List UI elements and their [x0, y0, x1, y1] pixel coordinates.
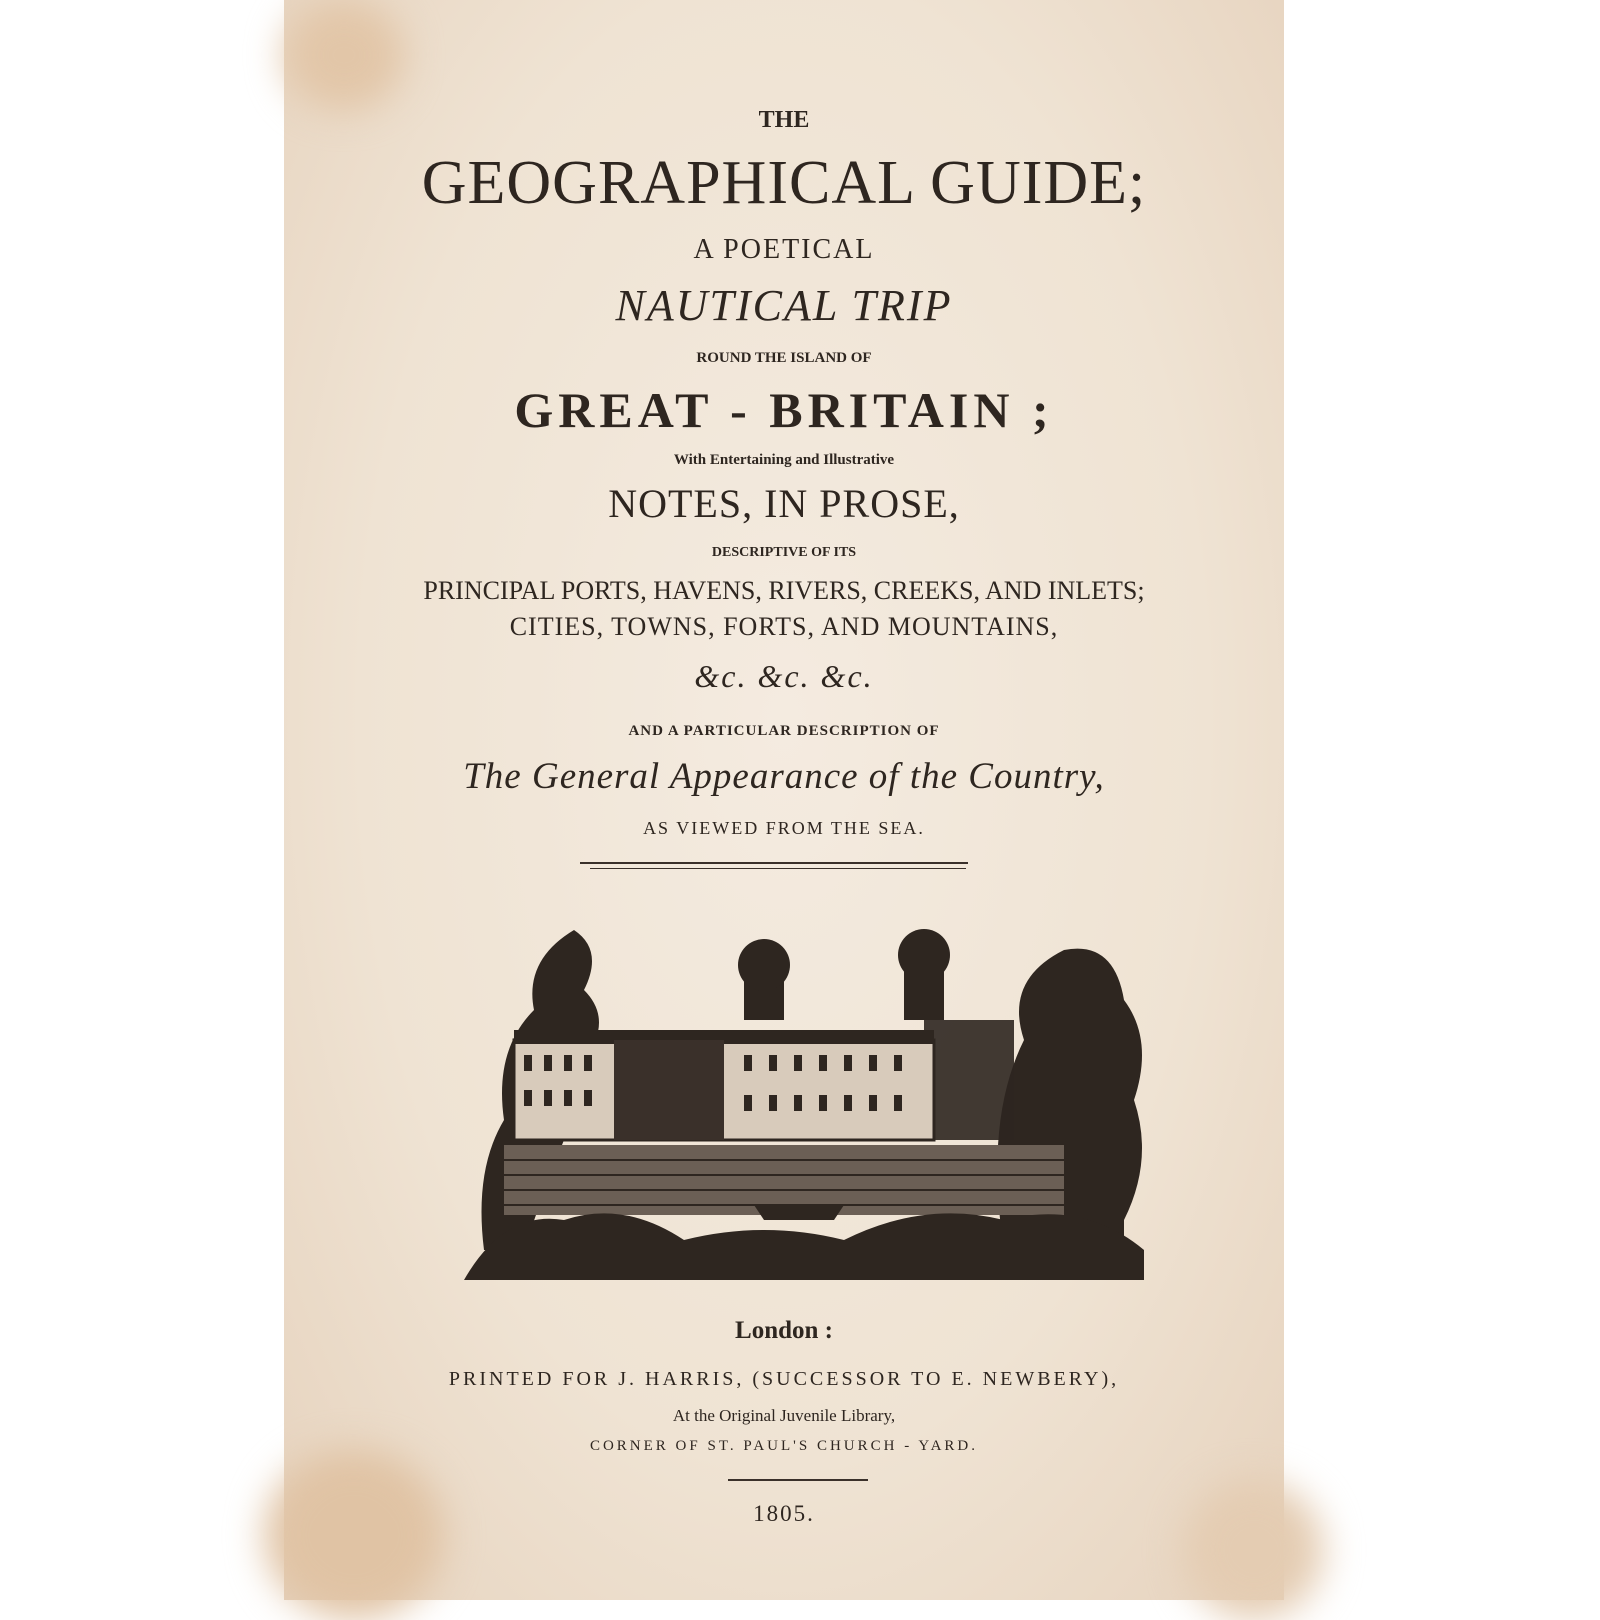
subtitle-nautical-trip: NAUTICAL TRIP — [615, 281, 953, 330]
foreground-foliage — [464, 1213, 1144, 1280]
subtitle-great-britain: GREAT - BRITAIN ; — [514, 382, 1054, 438]
as-viewed-from-sea: AS VIEWED FROM THE SEA. — [643, 818, 925, 838]
with-entertaining: With Entertaining and Illustrative — [673, 452, 895, 468]
main-title: GEOGRAPHICAL GUIDE; — [421, 149, 1147, 217]
church-yard: CORNER OF ST. PAUL'S CHURCH - YARD. — [589, 1438, 979, 1454]
stain — [1184, 1480, 1324, 1620]
divider-rule — [590, 868, 966, 869]
river — [504, 1145, 1064, 1220]
particular-description: AND A PARTICULAR DESCRIPTION OF — [628, 723, 940, 739]
etc-line: &c. &c. &c. — [694, 658, 874, 694]
printed-for: PRINTED FOR J. HARRIS, (SUCCESSOR TO E. NEWBERY), — [448, 1368, 1120, 1390]
the-label: THE — [758, 107, 810, 133]
general-appearance: The General Appearance of the Country, — [463, 756, 1105, 797]
divider-rule — [580, 862, 968, 864]
juvenile-library: At the Original Juvenile Library, — [672, 1406, 896, 1425]
title-page — [284, 0, 1284, 1600]
imprint-city: London : — [735, 1317, 833, 1344]
boat — [754, 1205, 844, 1220]
divider-rule — [728, 1479, 868, 1481]
cities-towns: CITIES, TOWNS, FORTS, AND MOUNTAINS, — [509, 612, 1059, 641]
subtitle-round: ROUND THE ISLAND OF — [696, 350, 872, 366]
stain — [264, 1450, 444, 1620]
building — [514, 1030, 934, 1140]
principal-ports: PRINCIPAL PORTS, HAVENS, RIVERS, CREEKS, AND INLETS; — [423, 576, 1145, 605]
notes-in-prose: NOTES, IN PROSE, — [608, 481, 960, 526]
publication-year: 1805. — [753, 1501, 815, 1526]
stain — [284, 0, 404, 110]
woodcut-illustration — [464, 920, 1144, 1290]
descriptive-of-its: DESCRIPTIVE OF ITS — [711, 545, 857, 560]
subtitle-poetical: A POETICAL — [693, 234, 875, 265]
